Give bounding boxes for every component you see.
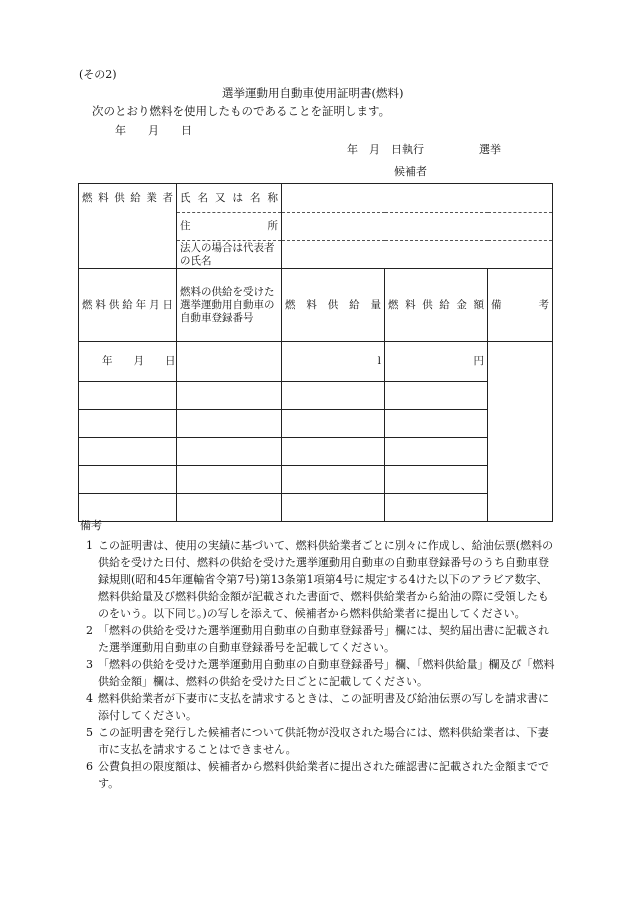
address-label-cell [177,213,282,241]
table-row [79,382,553,410]
note-number: 3 [86,658,93,671]
row-vehicle-cell[interactable] [177,382,282,410]
remarks-cell[interactable] [488,342,553,522]
rep-label-cell [177,241,282,269]
header-price-cell [385,269,488,342]
name-value-cell[interactable] [282,184,553,213]
fuel-certificate-table [78,183,553,522]
row-amount-cell[interactable] [282,382,385,410]
election-date-line: 年 月 日執行 選挙 [347,143,501,156]
note-item [78,690,556,724]
note-text: この証明書は、使用の実績に基づいて、燃料供給業者ごとに別々に作成し、給油伝票(燃料の供給を受けた日付、燃料の供給を受けた選挙運動用自動車の自動車登録番号のうち自動車登録規則(昭和45年運輸省令第7号)第13条第1項第4号に規定する4けた以下のアラビア数字、燃料供給量及び燃料供給金額が記載された書面で、燃料供給業者から給油の際に受領したものをいう。以下同じ。)の写しを添えて、候補者から燃料供給業者に提出してください。 [98,539,554,620]
row-price-cell[interactable] [385,342,488,382]
name-label-cell [177,184,282,213]
row-amount-cell[interactable] [282,342,385,382]
note-text: 公費負担の限度額は、候補者から燃料供給業者に提出された確認書に記載された金額までです。 [98,760,549,790]
table-row [79,410,553,438]
note-number: 1 [86,539,93,552]
header-remarks: 備 考 [491,298,550,311]
header-date-cell [79,269,177,342]
row-date-cell[interactable] [79,466,177,494]
form-number: (その2) [79,68,117,81]
header-date: 燃料供給年月日 [82,298,173,311]
row-vehicle-cell[interactable] [177,438,282,466]
row-price-cell[interactable] [385,410,488,438]
note-text: この証明書を発行した候補者について供託物が没収された場合には、燃料供給業者は、下妻市に支払を請求することはできません。 [98,726,549,756]
header-price: 燃料供給金額 [388,298,484,311]
note-item [78,537,556,622]
rep-label: 法人の場合は代表者の氏名 [180,241,275,267]
header-vehicle-no: 燃料の供給を受けた選挙運動用自動車の自動車登録番号 [180,285,275,324]
note-number: 2 [86,624,93,637]
issue-date: 年 月 日 [115,124,192,137]
note-number: 4 [86,692,93,705]
row-date-cell[interactable] [79,438,177,466]
table-row [79,466,553,494]
note-text: 「燃料の供給を受けた選挙運動用自動車の自動車登録番号」欄には、契約届出書に記載された選挙運動用自動車の自動車登録番号を記載してください。 [98,624,549,654]
certification-statement: 次のとおり燃料を使用したものであることを証明します。 [92,104,391,118]
header-vehicle-cell [177,269,282,342]
note-text: 「燃料の供給を受けた選挙運動用自動車の自動車登録番号」欄、「燃料供給量」欄及び「燃料供給金額」欄は、燃料の供給を受けた日ごとに記載してください。 [98,658,555,688]
price-unit: 円 [473,355,484,367]
name-label: 氏名又は名称 [180,191,278,204]
address-label: 住 所 [180,220,278,232]
row-date-cell[interactable] [79,382,177,410]
row-amount-cell[interactable] [282,466,385,494]
supplier-label: 燃料供給業者 [82,192,173,204]
row-vehicle-cell[interactable] [177,342,282,382]
row-amount-cell[interactable] [282,410,385,438]
note-item [78,622,556,656]
column-header-row [79,269,553,342]
row-price-cell[interactable] [385,438,488,466]
header-remarks-cell [488,269,553,342]
rep-value-cell[interactable] [282,241,553,269]
row-amount-cell[interactable] [282,438,385,466]
row-date-cell[interactable] [79,342,177,382]
supplier-label-cell [79,184,177,269]
supplier-name-row [79,184,553,213]
notes-section [78,517,556,792]
notes-heading: 備考 [80,519,102,532]
note-item [78,758,556,792]
note-text: 燃料供給業者が下妻市に支払を請求するときは、この証明書及び給油伝票の写しを請求書に添付してください。 [98,692,549,722]
header-amount-cell [282,269,385,342]
candidate-label: 候補者 [394,165,427,178]
row-vehicle-cell[interactable] [177,466,282,494]
row-date-cell[interactable] [79,410,177,438]
note-number: 6 [86,760,93,773]
address-value-cell[interactable] [282,213,553,241]
note-item [78,724,556,758]
amount-unit: l [377,355,381,367]
header-amount: 燃料供給量 [285,298,381,311]
note-item [78,656,556,690]
row-date: 年 月 日 [102,355,176,367]
table-row [79,438,553,466]
note-number: 5 [86,726,93,739]
row-price-cell[interactable] [385,382,488,410]
table-row [79,342,553,382]
row-price-cell[interactable] [385,466,488,494]
row-vehicle-cell[interactable] [177,410,282,438]
document-title: 選挙運動用自動車使用証明書(燃料) [222,86,404,100]
